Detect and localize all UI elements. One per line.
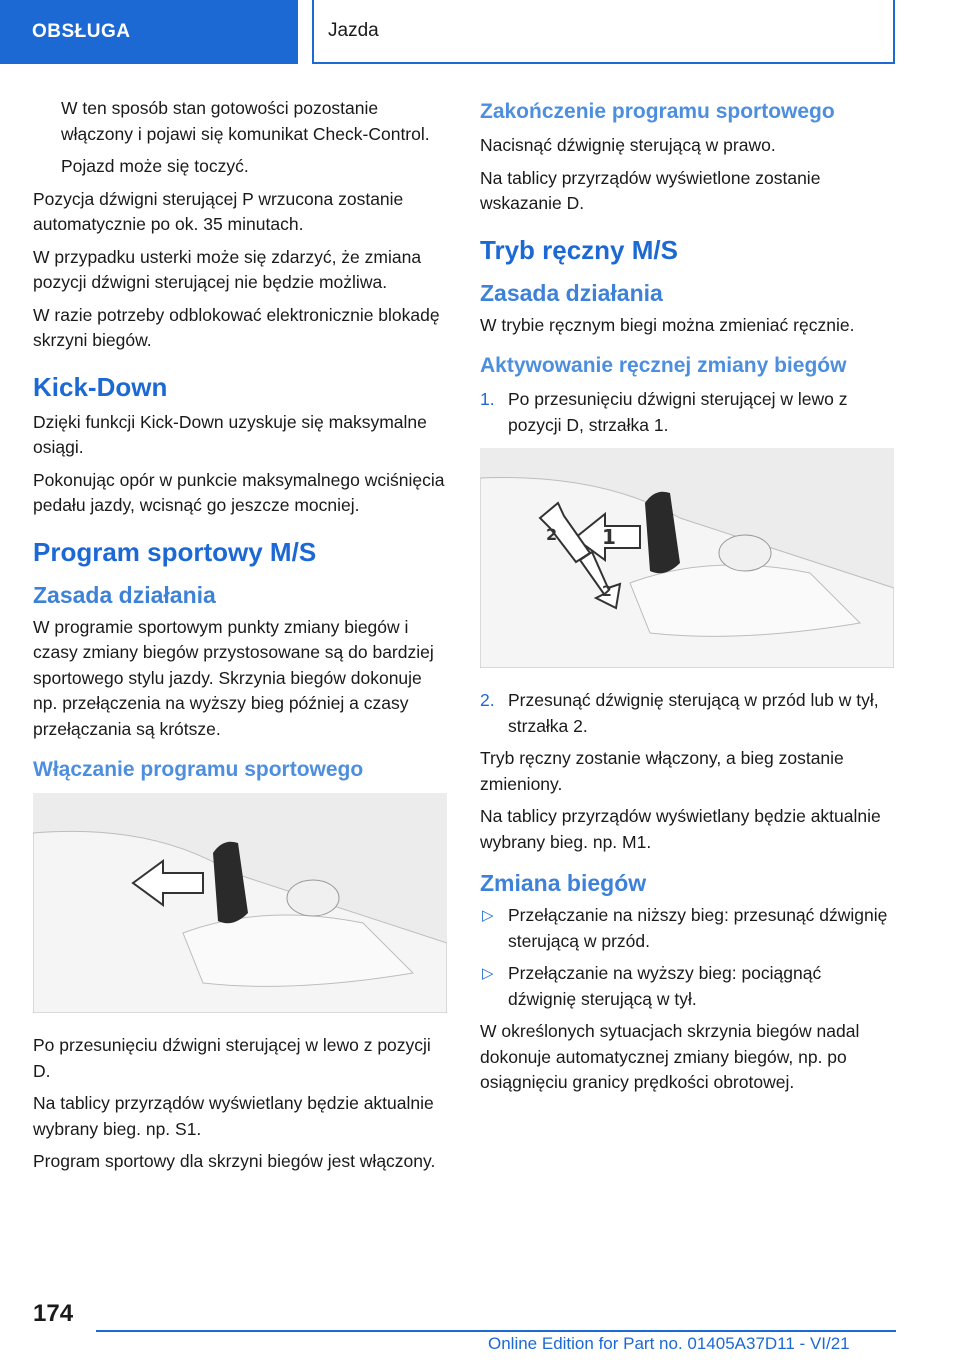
paragraph: W przypadku usterki może się zdarzyć, że zmiana pozycji dźwigni sterującej nie będzie możliwa. [33,246,422,292]
page-number: 174 [33,1300,74,1327]
heading-zasada-dzialania: Zasada działania [480,279,663,306]
paragraph: Tryb ręczny zostanie włączony, a bieg zostanie zmieniony. [480,748,844,794]
paragraph: Pokonując opór w punkcie maksymalnego wciśnięcia pedału jazdy, wcisnąć go jeszcze mocniej. [33,469,445,515]
list-item [480,688,894,739]
heading-aktywowanie: Aktywowanie ręcznej zmiany biegów [480,354,847,377]
gear-lever-illustration [33,793,447,1013]
heading-zmiana-biegow: Zmiana biegów [480,870,647,896]
arrow-label-2-back: 2 [602,584,612,600]
paragraph: Pojazd może się toczyć. [61,156,249,176]
heading-kick-down: Kick-Down [33,371,168,402]
paragraph: Dzięki funkcji Kick-Down uzyskuje się maksymalne osiągi. [33,411,427,457]
heading-tryb-reczny: Tryb ręczny M/S [480,234,678,265]
paragraph: Po przesunięciu dźwigni sterującej w lewo z pozycji D. [33,1035,431,1081]
list-item [480,387,894,438]
step-number: 1. [480,389,495,409]
right-column [480,96,894,1103]
gear-lever-manual-illustration [480,448,894,668]
left-column [33,96,447,1182]
section-title: Jazda [312,0,895,64]
paragraph: Nacisnąć dźwignię sterującą w prawo. [480,135,776,155]
paragraph: W trybie ręcznym biegi można zmieniać ręcznie. [480,314,855,335]
paragraph: Pozycja dźwigni sterującej P wrzucona zostanie automatycznie po ok. 35 minutach. [33,188,404,234]
step-text: Po przesunięciu dźwigni sterującej w lewo z pozycji D, strzałka 1. [508,389,848,435]
footer-edition: Online Edition for Part no. 01405A37D11 - VI/21 [488,1334,850,1353]
arrow-label-1: 1 [602,525,616,549]
paragraph: W razie potrzeby odblokować elektronicznie blokadę skrzyni biegów. [33,304,440,350]
bullet-text: Przełączanie na wyższy bieg: pociągnąć dźwignię sterującą w tył. [508,963,822,1009]
arrow-label-2-front: 2 [546,525,558,544]
chapter-tab: OBSŁUGA [0,0,298,64]
bullet-list [480,903,894,1012]
step-text: Przesunąć dźwignię sterującą w przód lub w tył, strzałka 2. [508,690,879,736]
heading-zakonczenie: Zakończenie programu sportowego [480,100,835,123]
list-item [480,903,894,954]
footer-divider [96,1330,896,1332]
steps-list [480,688,894,739]
triangle-bullet-icon: ▷ [482,907,494,924]
paragraph: W określonych sytuacjach skrzynia biegów nadal dokonuje automatycznej zmiany biegów, np. po osiągnięciu granicy prędkości obrotowej. [480,1021,860,1092]
heading-program-sportowy: Program sportowy M/S [33,536,317,567]
list-item [480,961,894,1012]
step-number: 2. [480,690,495,710]
paragraph: Na tablicy przyrządów wyświetlany będzie aktualnie wybrany bieg. np. S1. [33,1093,434,1139]
paragraph: W programie sportowym punkty zmiany biegów i czasy zmiany biegów przystosowane są do bardziej sportowego stylu jazdy. Skrzynia biegów dokonuje np. przełączenia na wyższy bieg później a czasy przełączania są krótsze. [33,616,434,739]
paragraph: Na tablicy przyrządów wyświetlany będzie aktualnie wybrany bieg. np. M1. [480,806,881,852]
heading-wlaczanie: Włączanie programu sportowego [33,758,364,781]
bullet-text: Przełączanie na niższy bieg: przesunąć dźwignię sterującą w przód. [508,905,888,951]
steps-list [480,387,894,438]
paragraph: Na tablicy przyrządów wyświetlone zostanie wskazanie D. [480,167,821,213]
paragraph: W ten sposób stan gotowości pozostanie włączony i pojawi się komunikat Check-Control. [61,98,430,144]
heading-zasada-dzialania: Zasada działania [33,581,216,608]
paragraph: Program sportowy dla skrzyni biegów jest włączony. [33,1151,436,1171]
triangle-bullet-icon: ▷ [482,965,494,982]
